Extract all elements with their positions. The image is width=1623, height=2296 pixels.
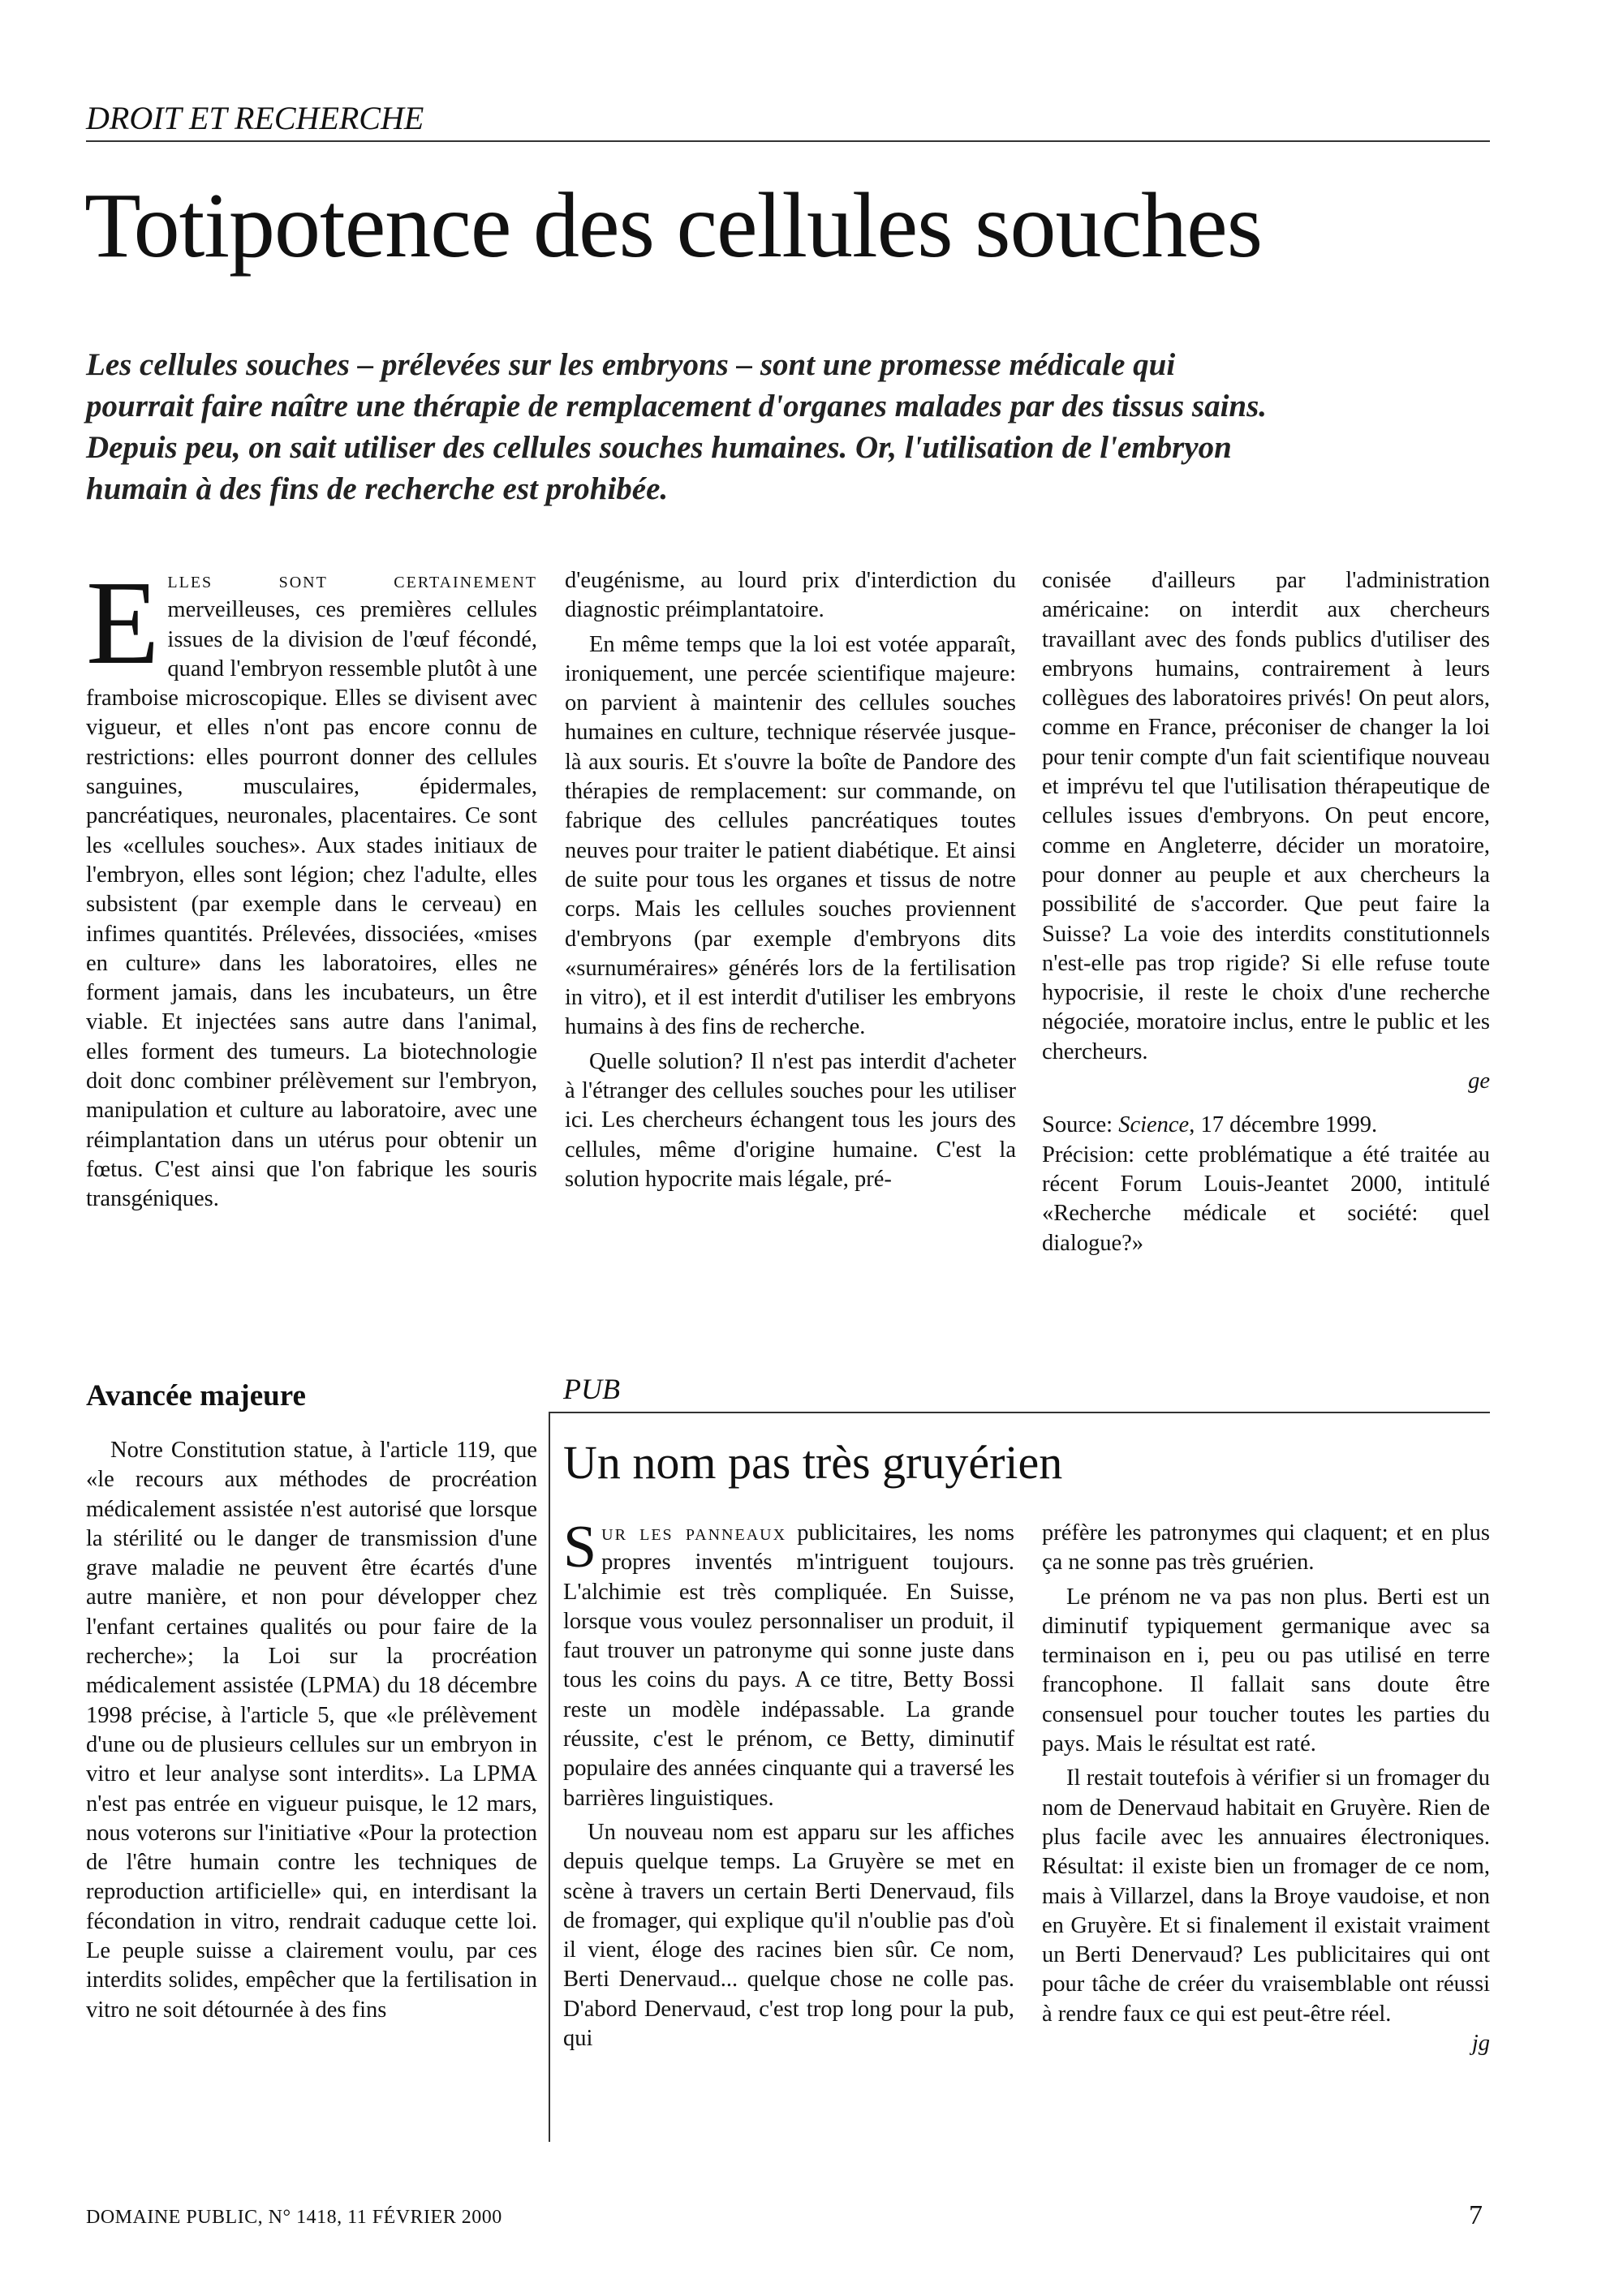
- article2-paragraph: préfère les patronymes qui claquent; et en plus ça ne sonne pas très gruérien.: [1042, 1520, 1490, 1576]
- page-number: 7: [1469, 2200, 1483, 2230]
- article2-paragraph: Le prénom ne va pas non plus. Berti est un diminutif typiquement germanique avec sa terminaison en i, peu ou pas utilisé en terre francophone. Il fallait sans doute être consensuel pour toucher toutes les parties du pays. Mais le résultat est raté.: [1042, 1584, 1490, 1757]
- article2-title: Un nom pas très gruyérien: [563, 1436, 1063, 1489]
- article2-paragraph: [563, 1514, 1014, 1813]
- paragraph-text: merveilleuses, ces premières cellules issues de la division de l'œuf fécondé, quand l'embryon ressemble plutôt à une framboise microscopique. Elles se divisent avec vigueur, et elles n'ont pas encore connu de restrictions: elles pourront donner des cellules sanguines, musculaires, épidermales, pancréatiques, neuronales, placentaires. Ce sont les «cellules souches». Aux stades initiaux de l'embryon, elles sont légion; chez l'adulte, elles subsistent (par exemple dans le cerveau) en infimes quantités. Prélevées, dissociées, «mises en culture» dans les laboratoires, elles ne forment jamais, dans les incubateurs, un être viable. Et injectées sans autre dans l'animal, elles forment des tumeurs. La biotechnologie doit donc combiner prélèvement sur l'embryon, manipulation et culture au laboratoire, avec une réimplantation dans un utérus pour obtenir un fœtus. C'est ainsi que l'on fabrique les souris transgéniques.: [86, 597, 537, 1212]
- paragraph-text: publicitaires, les noms propres inventés m'intriguent toujours. L'alchimie est très compliquée. En Suisse, lorsque vous voulez personnaliser un produit, il faut trouver un patronyme qui sonne juste dans tous les coins du pays. A ce titre, Betty Bossi reste un modèle indépassable. La grande réussite, c'est le prénom, ce Betty, diminutif populaire des années cinquante qui a traversé les barrières linguistiques.: [563, 1520, 1014, 1811]
- precision-note: Précision: cette problématique a été traitée au récent Forum Louis-Jeantet 2000, intitulé «Recherche médicale et société: quel dialogue?»: [1042, 1142, 1490, 1256]
- author-signature: ge: [1468, 1068, 1490, 1094]
- small-caps-opening: lles sont certainement: [167, 568, 537, 593]
- author-signature: jg: [1471, 2031, 1490, 2057]
- article1-paragraph: d'eugénisme, au lourd prix d'interdiction du diagnostic préimplantatoire.: [565, 568, 1016, 623]
- drop-cap: S: [563, 1514, 597, 1580]
- pub-vertical-rule: [549, 1412, 550, 2142]
- drop-cap: E: [86, 557, 160, 690]
- article2-paragraph: Il restait toutefois à vérifier si un fromager du nom de Denervaud habitait en Gruyère. Rien de plus facile avec les annuaires électroniques. Résultat: il existe bien un fromager de ce nom, mais à Villarzel, dans la Broye vaudoise, et non en Gruyère. Et si finalement il existait vraiment un Berti Denervaud? Les publicitaires qui ont pour tâche de créer du vraisemblable ont réussi à rendre faux ce qui est peut-être réel.: [1042, 1765, 1490, 2027]
- article1-paragraph: [86, 557, 537, 1215]
- article-title: Totipotence des cellules souches: [84, 174, 1263, 277]
- small-caps-opening: ur les panneaux: [601, 1520, 787, 1546]
- article1-column-1-continued: [86, 1436, 537, 2025]
- article1-paragraph: Quelle solution? Il n'est pas interdit d'acheter à l'étranger des cellules souches pour les utiliser ici. Les chercheurs échangent tous les jours des cellules, même d'origine humaine. C'est la solution hypocrite mais légale, pré-: [565, 1048, 1016, 1192]
- article1-column-1: [86, 557, 537, 1215]
- article2-column-2: [1042, 1519, 1490, 2058]
- article1-paragraph: conisée d'ailleurs par l'administration américaine: on interdit aux chercheurs travaillant avec des fonds publics d'utiliser des embryons humains, contrairement à leurs collègues des laboratoires privés! On peut alors, comme en France, préconiser de changer la loi pour tenir compte d'un fait scientifique nouveau et imprévu tel que l'utilisation thérapeutique de cellules issues d'embryons. On peut encore, comme en Angleterre, décider un moratoire, pour donner au peuple et aux chercheurs la possibilité de s'accorder. Que peut faire la Suisse? La voie des interdits constitutionnels n'est-elle pas trop rigide? Si elle refuse toute hypocrisie, il reste le choix d'une recherche négociée, moratoire inclus, entre le public et les chercheurs.: [1042, 568, 1490, 1064]
- article-lead: Les cellules souches – prélevées sur les embryons – sont une promesse médicale qui pourrait faire naître une thérapie de remplacement d'organes malades par des tissus sains. Depuis peu, on sait utiliser des cellules souches humaines. Or, l'utilisation de l'embryon humain à des fins de recherche est prohibée.: [86, 347, 1268, 506]
- article2-column-1: [563, 1514, 1014, 2053]
- pub-rule: [549, 1412, 1490, 1413]
- article1-paragraph: Notre Constitution statue, à l'article 119, que «le recours aux méthodes de procréation médicalement assistée n'est autorisé que lorsque la stérilité ou le danger de transmission d'une grave maladie ne peuvent être écartés d'une autre manière, et non pour développer chez l'enfant certaines qualités ou pour faire de la recherche»; la Loi sur la procréation médicalement assistée (LPMA) du 18 décembre 1998 précise, à l'article 5, que «le prélèvement d'une ou de plusieurs cellules sur un embryon in vitro et leur analyse sont interdits». La LPMA n'est pas entrée en vigueur puisque, le 12 mars, nous voterons sur l'initiative «Pour la protection de l'être humain contre les techniques de reproduction artificielle» qui, en interdisant la fécondation in vitro, rendrait caduque cette loi. Le peuple suisse a clairement voulu, par ces interdits solides, empêcher que la fertilisation in vitro ne soit détournée à des fins: [86, 1438, 537, 2023]
- article1-column-2: [565, 566, 1016, 1194]
- subheading: Avancée majeure: [86, 1379, 306, 1412]
- header-rule: [86, 140, 1490, 142]
- article1-column-3: [1042, 566, 1490, 1258]
- pub-rubric: PUB: [563, 1373, 620, 1405]
- source-note: Source: Science, 17 décembre 1999.: [1042, 1112, 1378, 1138]
- page-footer: DOMAINE PUBLIC, N° 1418, 11 FÉVRIER 2000: [86, 2207, 502, 2228]
- journal-name: Science: [1118, 1112, 1190, 1138]
- article2-paragraph: Un nouveau nom est apparu sur les affiches depuis quelque temps. La Gruyère se met en scène à travers un certain Berti Denervaud, fils de fromager, qui explique qu'il n'oublie pas d'où il vient, éloge des racines bien sûr. Ce nom, Berti Denervaud... quelque chose ne colle pas. D'abord Denervaud, c'est trop long pour la pub, qui: [563, 1819, 1014, 2052]
- section-rubric: DROIT ET RECHERCHE: [86, 100, 424, 136]
- article1-paragraph: En même temps que la loi est votée apparaît, ironiquement, une percée scientifique majeure: on parvient à maintenir des cellules souches humaines en culture, technique réservée jusque-là aux souris. Et s'ouvre la boîte de Pandore des thérapies de remplacement: sur commande, on fabrique des cellules pancréatiques toutes neuves pour traiter le patient diabétique. Et ainsi de suite pour tous les organes et tissus de notre corps. Mais les cellules souches proviennent d'embryons (par exemple d'embryons dits «surnuméraires» générés lors de la fertilisation in vitro), et il est interdit d'utiliser les embryons humains à des fins de recherche.: [565, 631, 1016, 1040]
